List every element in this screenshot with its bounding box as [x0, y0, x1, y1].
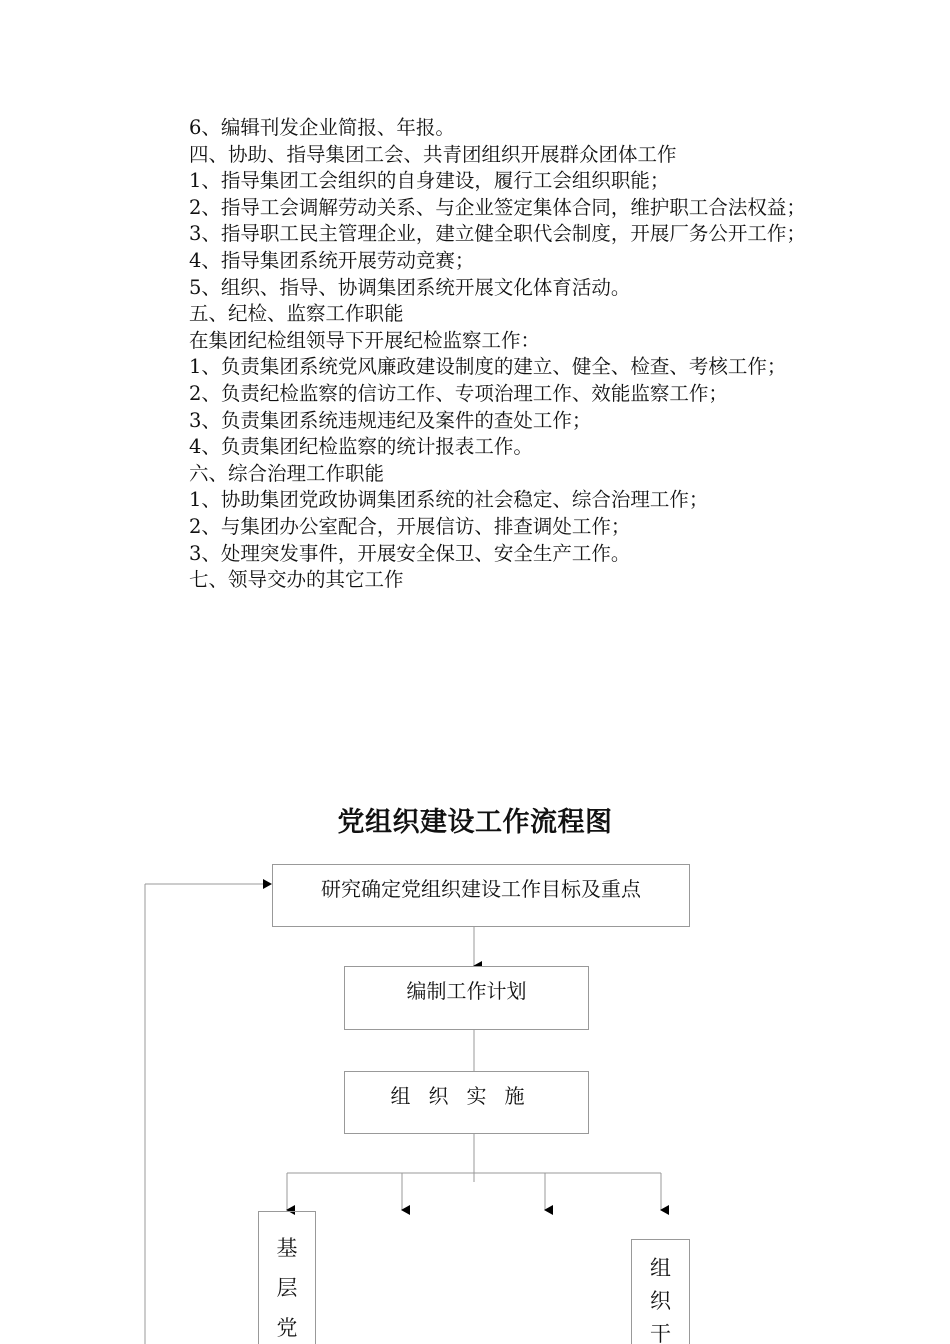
flow-branch-char: 干 [650, 1322, 671, 1344]
flow-branch-char: 党 [276, 1316, 298, 1340]
section-heading: 六、综合治理工作职能 [189, 461, 385, 485]
flow-step-plan [344, 966, 589, 1030]
paragraph: 在集团纪检组领导下开展纪检监察工作： [189, 328, 541, 352]
flow-branch-char: 基 [276, 1236, 298, 1260]
flow-branch-char: 组 [650, 1256, 671, 1280]
flow-branch-right [631, 1239, 690, 1344]
paragraph: 3、处理突发事件，开展安全保卫、安全生产工作。 [189, 541, 631, 565]
body-text [145, 115, 807, 594]
paragraph: 3、指导职工民主管理企业，建立健全职代会制度，开展厂务公开工作； [189, 222, 806, 246]
paragraph: 1、负责集团系统党风廉政建设制度的建立、健全、检查、考核工作； [189, 355, 787, 379]
paragraph: 1、协助集团党政协调集团系统的社会稳定、综合治理工作； [189, 488, 709, 512]
flowchart-title: 党组织建设工作流程图 [337, 807, 613, 838]
flow-branch-char: 织 [650, 1289, 671, 1313]
paragraph: 2、负责纪检监察的信访工作、专项治理工作、效能监察工作； [189, 381, 728, 405]
paragraph: 1、指导集团工会组织的自身建设，履行工会组织职能； [189, 169, 670, 193]
section-heading: 五、纪检、监察工作职能 [189, 302, 404, 326]
flow-step-implement [344, 1071, 589, 1134]
paragraph: 2、指导工会调解劳动关系、与企业签定集体合同，维护职工合法权益； [189, 195, 806, 219]
paragraph: 2、与集团办公室配合，开展信访、排查调处工作； [189, 514, 631, 538]
section-heading: 七、领导交办的其它工作 [189, 568, 404, 592]
flow-step-label: 组织实施 [390, 1084, 543, 1108]
paragraph: 6、编辑刊发企业简报、年报。 [189, 116, 455, 139]
paragraph: 3、负责集团系统违规违纪及案件的查处工作； [189, 408, 592, 432]
flow-branch-char: 层 [276, 1276, 298, 1300]
flow-step-label: 编制工作计划 [406, 979, 527, 1003]
paragraph: 4、负责集团纪检监察的统计报表工作。 [189, 435, 533, 459]
paragraph: 5、组织、指导、协调集团系统开展文化体育活动。 [189, 275, 631, 299]
flow-step-label: 研究确定党组织建设工作目标及重点 [321, 877, 641, 901]
paragraph: 4、指导集团系统开展劳动竞赛； [189, 248, 475, 272]
flow-step-goals [272, 864, 690, 927]
section-heading: 四、协助、指导集团工会、共青团组织开展群众团体工作 [189, 142, 677, 166]
flow-branch-left [258, 1211, 316, 1344]
